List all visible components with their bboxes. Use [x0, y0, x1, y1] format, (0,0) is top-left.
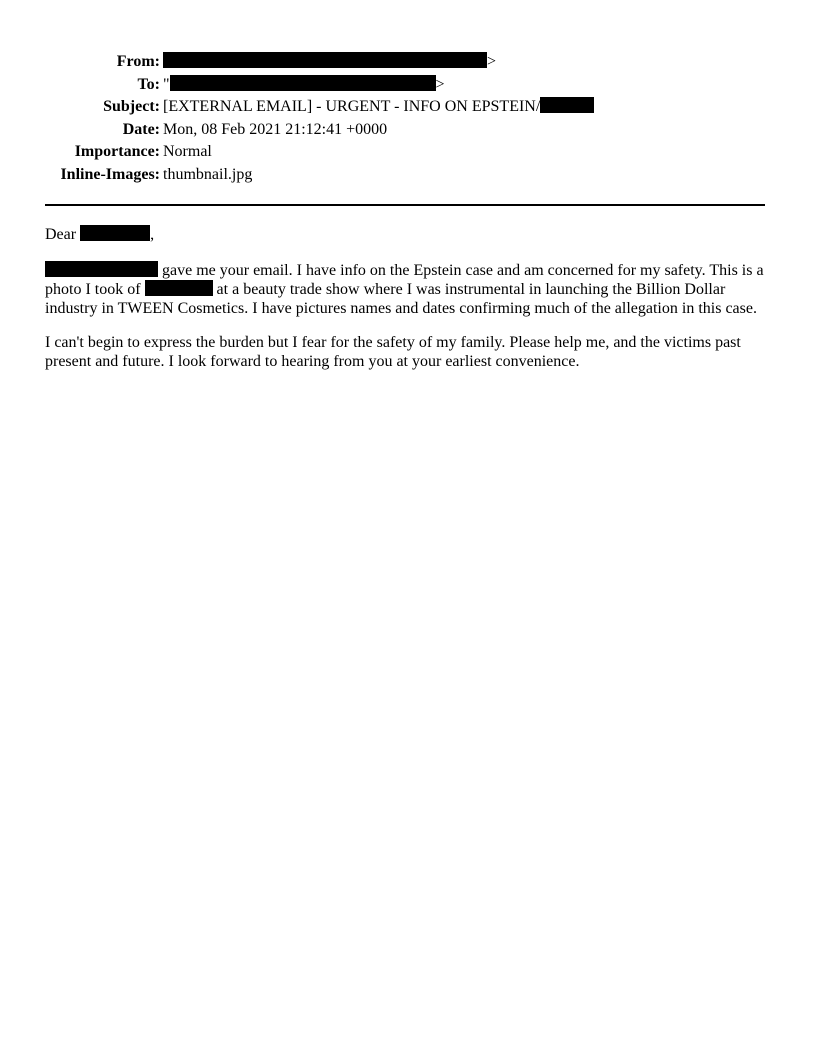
to-value	[163, 74, 445, 97]
from-label: From:	[116, 53, 160, 70]
inline-images-label: Inline-Images:	[60, 165, 160, 183]
subject-row	[0, 96, 816, 119]
importance-value: Normal	[163, 143, 212, 160]
greeting	[45, 225, 775, 245]
from-row	[0, 51, 816, 74]
importance-row	[0, 141, 816, 164]
to-prefix: "	[163, 75, 170, 93]
date-label: Date:	[122, 120, 160, 138]
importance-label: Importance:	[74, 143, 160, 160]
redaction-block	[540, 97, 594, 113]
paragraph-1-part-1: gave me your email. I have info on the Epstein case and am concerned for my safety. This is a photo I took of	[45, 261, 764, 298]
greeting-suffix: ,	[150, 226, 155, 243]
email-body	[45, 225, 775, 387]
subject-label: Subject:	[103, 98, 160, 115]
redaction-block	[45, 261, 158, 277]
redaction-block	[163, 52, 487, 68]
redaction-block	[145, 280, 213, 296]
header-divider	[45, 204, 765, 206]
email-header	[0, 51, 816, 186]
to-row	[0, 74, 816, 97]
from-value	[163, 51, 496, 74]
redaction-block	[170, 75, 436, 91]
to-label: To:	[137, 75, 160, 93]
paragraph-1-part-2: at a beauty trade show where I was instrumental in launching the Billion Dollar industry in TWEEN Cosmetics. I have pictures names and dates confirming much of the allegation in this case.	[45, 281, 757, 317]
subject-value	[163, 96, 594, 119]
subject-text: [EXTERNAL EMAIL] - URGENT - INFO ON EPSTEIN/	[163, 98, 541, 115]
redaction-block	[80, 225, 150, 241]
greeting-prefix: Dear	[45, 226, 81, 243]
from-suffix: >	[487, 53, 497, 70]
inline-images-row	[0, 164, 816, 187]
body-paragraph: I can't begin to express the burden but I fear for the safety of my family. Please help me, and the victims past present and future. I look forward to hearing from you at your earliest convenience.	[45, 334, 741, 370]
date-value: Mon, 08 Feb 2021 21:12:41 +0000	[163, 120, 388, 138]
inline-images-value: thumbnail.jpg	[163, 165, 253, 183]
date-row	[0, 119, 816, 142]
to-suffix: >	[435, 75, 445, 93]
body-paragraph	[45, 261, 775, 319]
